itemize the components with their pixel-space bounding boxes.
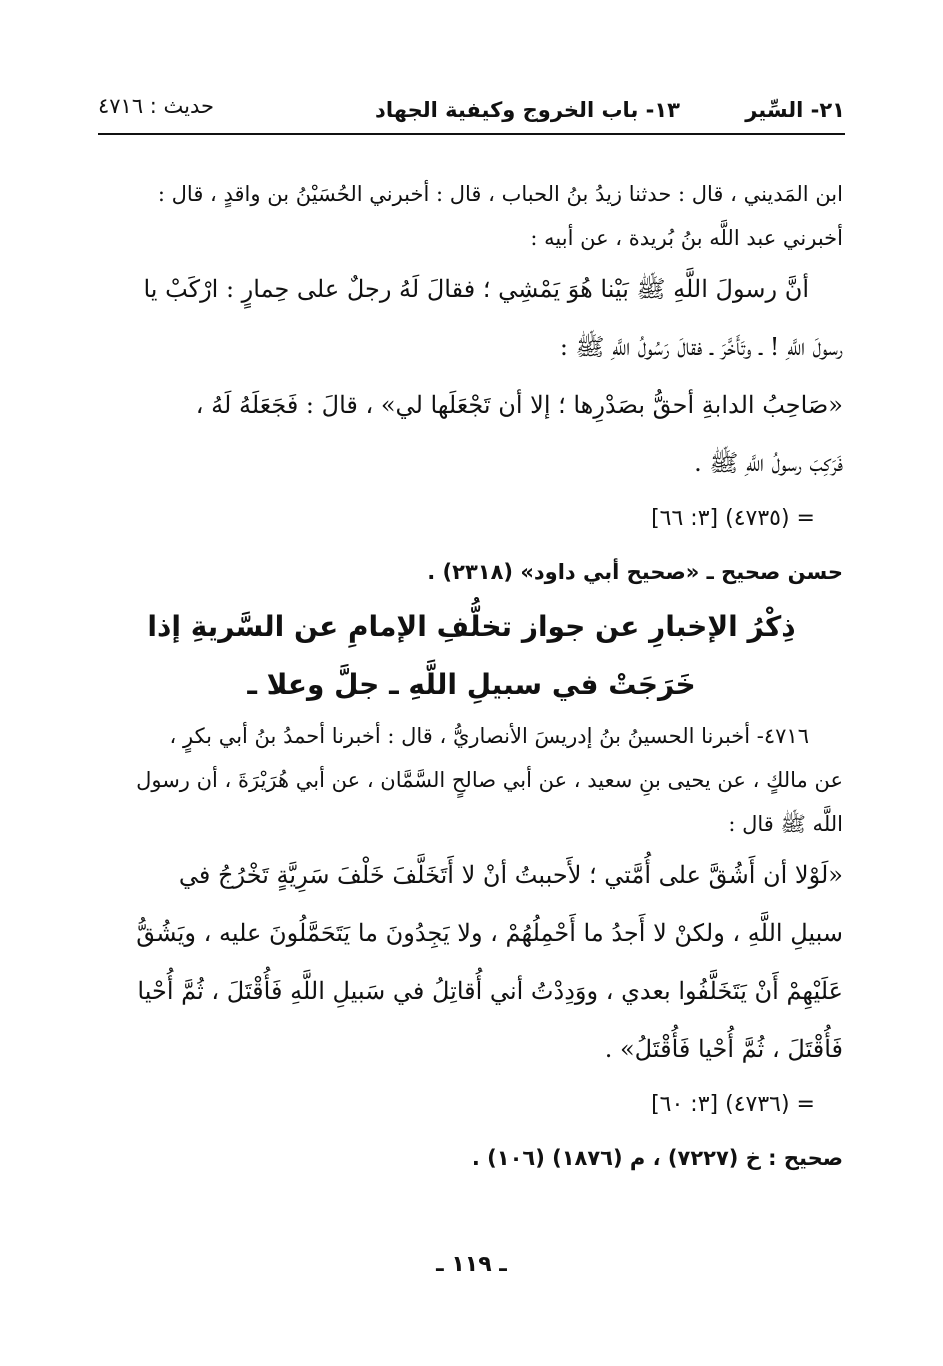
isnad-line: عن مالكٍ ، عن يحيى بنِ سعيد ، عن أبي صالحٍ السَّمَّان ، عن أبي هُرَيْرَةَ ، أن رسول: [136, 768, 843, 792]
page-body: [100, 172, 843, 1184]
running-header: [98, 92, 845, 132]
page-number: ـ ١١٩ ـ: [436, 1252, 507, 1277]
hadith-grade: صحيح : خ (٧٢٢٧) ، م (١٨٧٦) (١٠٦) .: [471, 1146, 843, 1170]
matn-line: سبيلِ اللَّهِ ، ولكنْ لا أَجدُ ما أَحْمِلُهُمْ ، ولا يَجِدُونَ ما يَتَحَمَّلُونَ عليه ، ويَشُقُّ: [136, 919, 843, 947]
matn-line: فَرَكِبَ رسولُ اللَّهِ ﷺ .: [694, 449, 843, 477]
header-rule: [98, 133, 845, 135]
matn-line: فَأُقْتَلَ ، ثُمَّ أُحْيا فَأُقْتَلُ» .: [604, 1035, 843, 1063]
matn-line: «لَوْلا أن أَشُقَّ على أُمَّتي ؛ لأَحببتُ أنْ لا أَتَخَلَّفَ خَلْفَ سَرِيَّةٍ تَخْرُجُ في: [178, 861, 843, 889]
chapter-heading: خَرَجَتْ في سبيلِ اللَّهِ ـ جلَّ وعلا ـ: [247, 668, 696, 701]
cross-reference: = (٤٧٣٥) [٣: ٦٦]: [651, 506, 815, 531]
isnad-line: ابن المَديني ، قال : حدثنا زيدُ بنُ الحباب ، قال : أخبرني الحُسَيْنُ بن واقدٍ ، قال :: [157, 182, 843, 206]
chapter-heading: ذِكْرُ الإخبارِ عن جواز تخلُّفِ الإمامِ عن السَّريةِ إذا: [147, 610, 796, 643]
matn-line: أنَّ رسولَ اللَّهِ ﷺ بَيْنا هُوَ يَمْشِي ؛ فقالَ لَهُ رجلٌ على حِمارٍ : ارْكَبْ يا: [143, 275, 809, 303]
isnad-line: أخبرني عبد اللَّه بنُ بُريدة ، عن أبيه :: [530, 226, 843, 250]
matn-line: «صَاحِبُ الدابةِ أحقُّ بصَدْرِها ؛ إلا أن تَجْعَلَها لي» ، قالَ : فَجَعَلَهُ لَهُ ،: [195, 391, 843, 419]
cross-reference: = (٤٧٣٦) [٣: ٦٠]: [651, 1092, 815, 1117]
isnad-line: ٤٧١٦- أخبرنا الحسينُ بنُ إدريسَ الأنصاريُّ ، قال : أخبرنا أحمدُ بنُ أبي بكرٍ ،: [169, 724, 809, 748]
hadith-number-ref: حديث : ٤٧١٦: [98, 94, 215, 118]
chapter-title: ٢١- السِّير: [745, 98, 845, 122]
isnad-line: اللَّه ﷺ قال :: [728, 812, 843, 836]
hadith-grade: حسن صحيح ـ «صحيح أبي داود» (٢٣١٨) .: [427, 560, 843, 584]
matn-line: رسولَ اللَّهِ ! ـ وتَأَخَّرَ ـ فقالَ رَسُولُ اللَّهِ ﷺ :: [559, 333, 843, 361]
section-title: ١٣- باب الخروج وكيفية الجهاد: [375, 98, 680, 122]
matn-line: عَلَيْهِمْ أَنْ يَتَخَلَّفُوا بعدي ، ووَدِدْتُ أني أُقاتِلُ في سَبيلِ اللَّهِ فَأُقْتَلَ ، ثُمَّ أُحْيا: [137, 977, 843, 1005]
